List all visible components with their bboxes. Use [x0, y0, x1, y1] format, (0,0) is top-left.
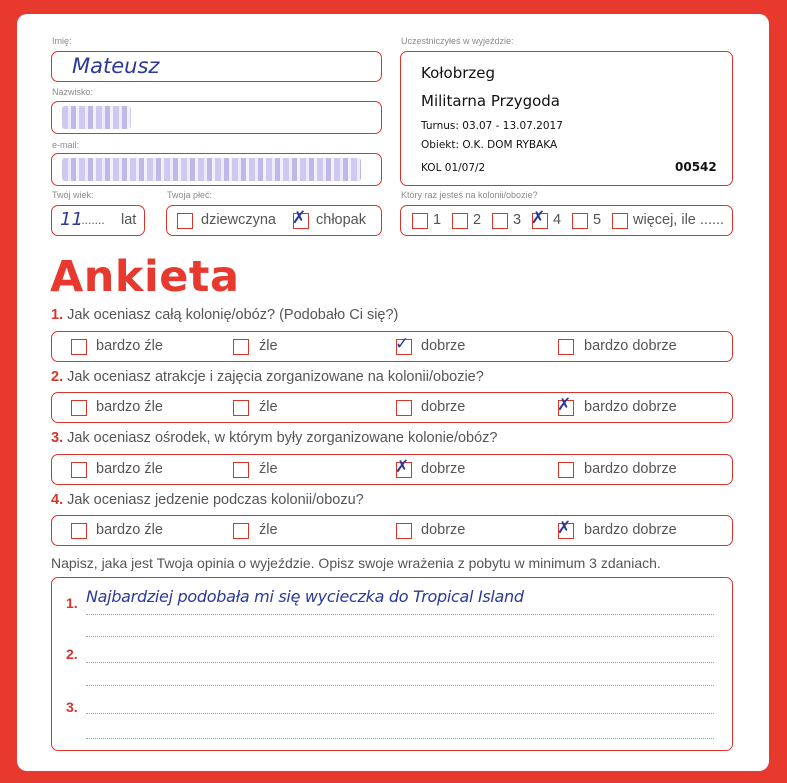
times-label: Który raz jesteś na kolonii/obozie?	[401, 190, 538, 200]
opinion-line-3	[86, 713, 714, 714]
q3-option-very-bad: bardzo źle	[96, 461, 163, 477]
question-3-number: 3.	[51, 430, 64, 446]
q4-option-very-bad: bardzo źle	[96, 522, 163, 538]
question-3	[51, 430, 497, 446]
email-field[interactable]	[51, 153, 382, 186]
q3-checkbox-very-bad[interactable]	[71, 462, 87, 478]
times-option-1: 1	[433, 212, 442, 228]
q4-checkbox-very-good[interactable]	[557, 518, 574, 539]
q4-option-bad: źle	[259, 522, 278, 538]
question-2	[51, 369, 484, 385]
surname-field[interactable]	[51, 101, 382, 134]
camp-program: Militarna Przygoda	[421, 92, 560, 110]
opinion-line-number-2: 2.	[66, 646, 78, 662]
gender-mark-boy: ✗	[292, 208, 307, 228]
q4-checkbox-very-bad[interactable]	[71, 523, 87, 539]
opinion-line-number-1: 1.	[66, 595, 78, 611]
times-field	[400, 205, 733, 236]
camp-obiekt: Obiekt: O.K. DOM RYBAKA	[421, 139, 558, 151]
times-checkbox-2[interactable]	[452, 213, 468, 229]
question-4	[51, 492, 364, 508]
q1-mark-good: ✓	[395, 334, 410, 354]
q1-checkbox-very-good[interactable]	[558, 339, 574, 355]
q3-option-good: dobrze	[421, 461, 466, 477]
age-dots: ........	[78, 213, 105, 227]
times-checkbox-1[interactable]	[412, 213, 428, 229]
q1-option-bad: źle	[259, 338, 278, 354]
opinion-line-number-3: 3.	[66, 699, 78, 715]
q2-option-good: dobrze	[421, 399, 466, 415]
age-unit: lat	[121, 212, 137, 228]
camp-number: 00542	[675, 160, 717, 174]
times-checkbox-more[interactable]	[612, 213, 628, 229]
name-label: Imię:	[52, 36, 72, 46]
q3-checkbox-bad[interactable]	[233, 462, 249, 478]
surname-label: Nazwisko:	[52, 87, 94, 97]
times-checkbox-3[interactable]	[492, 213, 508, 229]
times-option-more: więcej, ile ......	[633, 212, 725, 228]
q2-checkbox-bad[interactable]	[233, 400, 249, 416]
q1-checkbox-good[interactable]	[395, 334, 412, 355]
opinion-line-1-text: Najbardziej podobała mi się wycieczka do Tropical Island	[86, 587, 524, 606]
q3-checkbox-good[interactable]	[395, 457, 412, 478]
opinion-guide-line-b	[86, 685, 714, 686]
question-1-answers	[51, 331, 733, 362]
email-label: e-mail:	[52, 140, 80, 150]
opinion-area[interactable]	[51, 577, 733, 751]
camp-kol: KOL 01/07/2	[421, 162, 486, 174]
q3-option-bad: źle	[259, 461, 278, 477]
q3-option-very-good: bardzo dobrze	[584, 461, 677, 477]
times-option-3: 3	[513, 212, 522, 228]
q1-checkbox-very-bad[interactable]	[71, 339, 87, 355]
question-4-text: Jak oceniasz jedzenie podczas kolonii/obozu?	[67, 492, 364, 508]
times-option-5: 5	[593, 212, 602, 228]
question-1-number: 1.	[51, 307, 64, 323]
q3-checkbox-very-good[interactable]	[558, 462, 574, 478]
times-checkbox-5[interactable]	[572, 213, 588, 229]
q3-mark-good: ✗	[395, 457, 410, 477]
question-4-answers	[51, 515, 733, 546]
camp-stamp	[400, 51, 733, 186]
times-option-4: 4	[553, 212, 562, 228]
opinion-guide-line-c	[86, 738, 714, 739]
q1-option-very-good: bardzo dobrze	[584, 338, 677, 354]
gender-field	[166, 205, 382, 236]
question-2-text: Jak oceniasz atrakcje i zajęcia zorganizowane na kolonii/obozie?	[67, 369, 484, 385]
q2-checkbox-good[interactable]	[396, 400, 412, 416]
camp-turnus: Turnus: 03.07 - 13.07.2017	[421, 120, 563, 132]
opinion-line-2	[86, 662, 714, 663]
camp-label: Uczestniczyłeś w wyjeździe:	[401, 36, 514, 46]
q2-mark-very-good: ✗	[557, 395, 572, 415]
times-option-2: 2	[473, 212, 482, 228]
q4-option-good: dobrze	[421, 522, 466, 538]
question-4-number: 4.	[51, 492, 64, 508]
times-checkbox-4[interactable]	[531, 208, 548, 229]
gender-option-boy: chłopak	[316, 212, 366, 228]
q2-option-very-bad: bardzo źle	[96, 399, 163, 415]
q1-option-good: dobrze	[421, 338, 466, 354]
camp-city: Kołobrzeg	[421, 64, 496, 82]
surname-redacted	[62, 106, 131, 129]
q4-checkbox-good[interactable]	[396, 523, 412, 539]
gender-option-girl: dziewczyna	[201, 212, 276, 228]
q2-option-very-good: bardzo dobrze	[584, 399, 677, 415]
times-mark-4: ✗	[531, 208, 546, 228]
q2-checkbox-very-good[interactable]	[557, 395, 574, 416]
opinion-line-1	[86, 614, 714, 615]
gender-checkbox-girl[interactable]	[177, 213, 193, 229]
q2-option-bad: źle	[259, 399, 278, 415]
gender-label: Twoja płeć:	[167, 190, 213, 200]
q4-option-very-good: bardzo dobrze	[584, 522, 677, 538]
question-3-text: Jak oceniasz ośrodek, w którym były zorganizowane kolonie/obóz?	[67, 430, 498, 446]
q4-checkbox-bad[interactable]	[233, 523, 249, 539]
opinion-guide-line-a	[86, 636, 714, 637]
question-1-text: Jak oceniasz całą kolonię/obóz? (Podobało Ci się?)	[67, 307, 399, 323]
question-2-number: 2.	[51, 369, 64, 385]
name-field[interactable]	[51, 51, 382, 82]
q1-checkbox-bad[interactable]	[233, 339, 249, 355]
question-1	[51, 307, 398, 323]
question-3-answers	[51, 454, 733, 485]
survey-title: Ankieta	[50, 252, 240, 302]
age-value: 11	[60, 209, 83, 230]
age-field[interactable]	[51, 205, 145, 236]
question-2-answers	[51, 392, 733, 423]
name-value: Mateusz	[72, 54, 160, 78]
opinion-prompt: Napisz, jaka jest Twoja opinia o wyjeździe. Opisz swoje wrażenia z pobytu w minimum 3 zdaniach.	[51, 555, 661, 571]
gender-checkbox-boy[interactable]	[292, 208, 309, 229]
q4-mark-very-good: ✗	[557, 518, 572, 538]
email-redacted	[62, 158, 361, 181]
age-label: Twój wiek:	[52, 190, 94, 200]
q2-checkbox-very-bad[interactable]	[71, 400, 87, 416]
q1-option-very-bad: bardzo źle	[96, 338, 163, 354]
